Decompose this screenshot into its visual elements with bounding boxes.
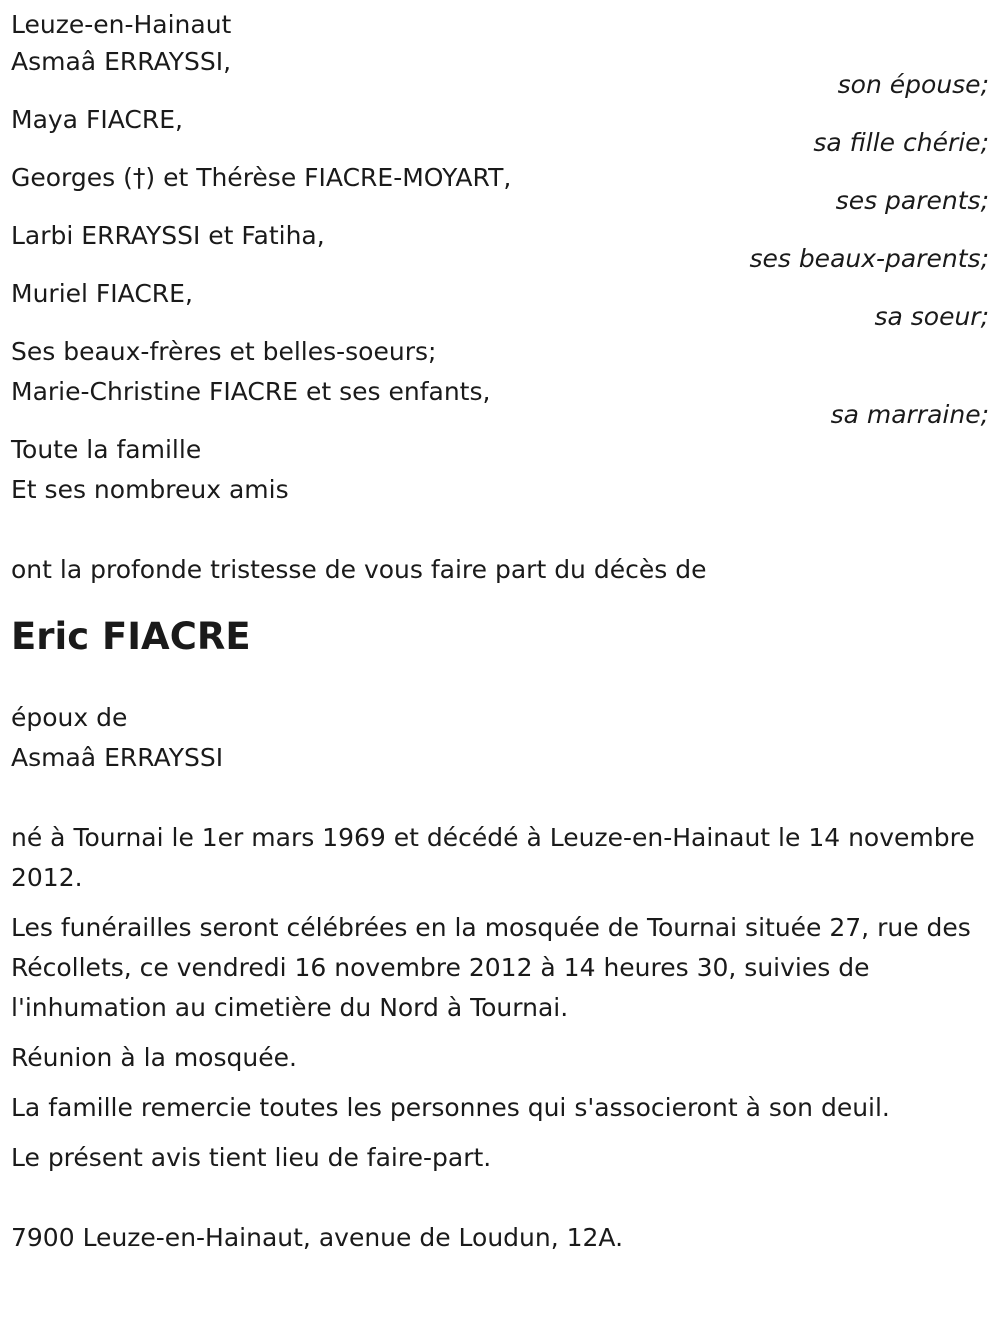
deceased-name: Eric FIACRE (11, 615, 251, 658)
family-entry-spouse (11, 42, 989, 105)
spouse-label: époux de (11, 703, 128, 732)
family-member-relation: ses beaux-parents; (749, 244, 989, 273)
city-heading: Leuze-en-Hainaut (11, 10, 232, 39)
meeting-text: Réunion à la mosquée. (11, 1043, 297, 1072)
family-member-relation: son épouse; (837, 70, 989, 99)
spouse-name: Asmaâ ERRAYSSI (11, 743, 224, 772)
announcement-text: ont la profonde tristesse de vous faire part du décès de (11, 555, 707, 584)
family-member-name: Georges (†) et Thérèse FIACRE-MOYART, (11, 163, 512, 192)
family-entry-sister (11, 274, 989, 337)
obituary-notice (11, 5, 989, 1258)
family-member-relation: sa marraine; (830, 400, 989, 429)
in-laws-line: Ses beaux-frères et belles-soeurs; (11, 337, 437, 366)
family-member-name: Maya FIACRE, (11, 105, 183, 134)
friends-line: Et ses nombreux amis (11, 475, 289, 504)
family-member-relation: sa soeur; (874, 302, 989, 331)
family-entry-in-law-parents (11, 216, 989, 279)
birth-death-text: né à Tournai le 1er mars 1969 et décédé à Leuze-en-Hainaut le 14 novembre 2012. (11, 823, 975, 892)
family-member-name: Muriel FIACRE, (11, 279, 193, 308)
funeral-text: Les funérailles seront célébrées en la mosquée de Tournai située 27, rue des Récollets, ce vendredi 16 novembre 2012 à 14 heures 30, suivies de l'inhumation au cimetière du Nord à Tournai. (11, 913, 971, 1022)
family-member-relation: sa fille chérie; (813, 128, 989, 157)
family-entry-daughter (11, 100, 989, 163)
notice-text: Le présent avis tient lieu de faire-part. (11, 1143, 492, 1172)
thanks-text: La famille remercie toutes les personnes qui s'associeront à son deuil. (11, 1093, 890, 1122)
family-member-name: Asmaâ ERRAYSSI, (11, 47, 232, 76)
whole-family-line: Toute la famille (11, 435, 202, 464)
family-member-relation: ses parents; (835, 186, 989, 215)
family-member-name: Marie-Christine FIACRE et ses enfants, (11, 377, 491, 406)
family-entry-parents (11, 158, 989, 221)
family-entry-godmother (11, 372, 989, 435)
family-member-name: Larbi ERRAYSSI et Fatiha, (11, 221, 325, 250)
address-text: 7900 Leuze-en-Hainaut, avenue de Loudun, 12A. (11, 1223, 624, 1252)
